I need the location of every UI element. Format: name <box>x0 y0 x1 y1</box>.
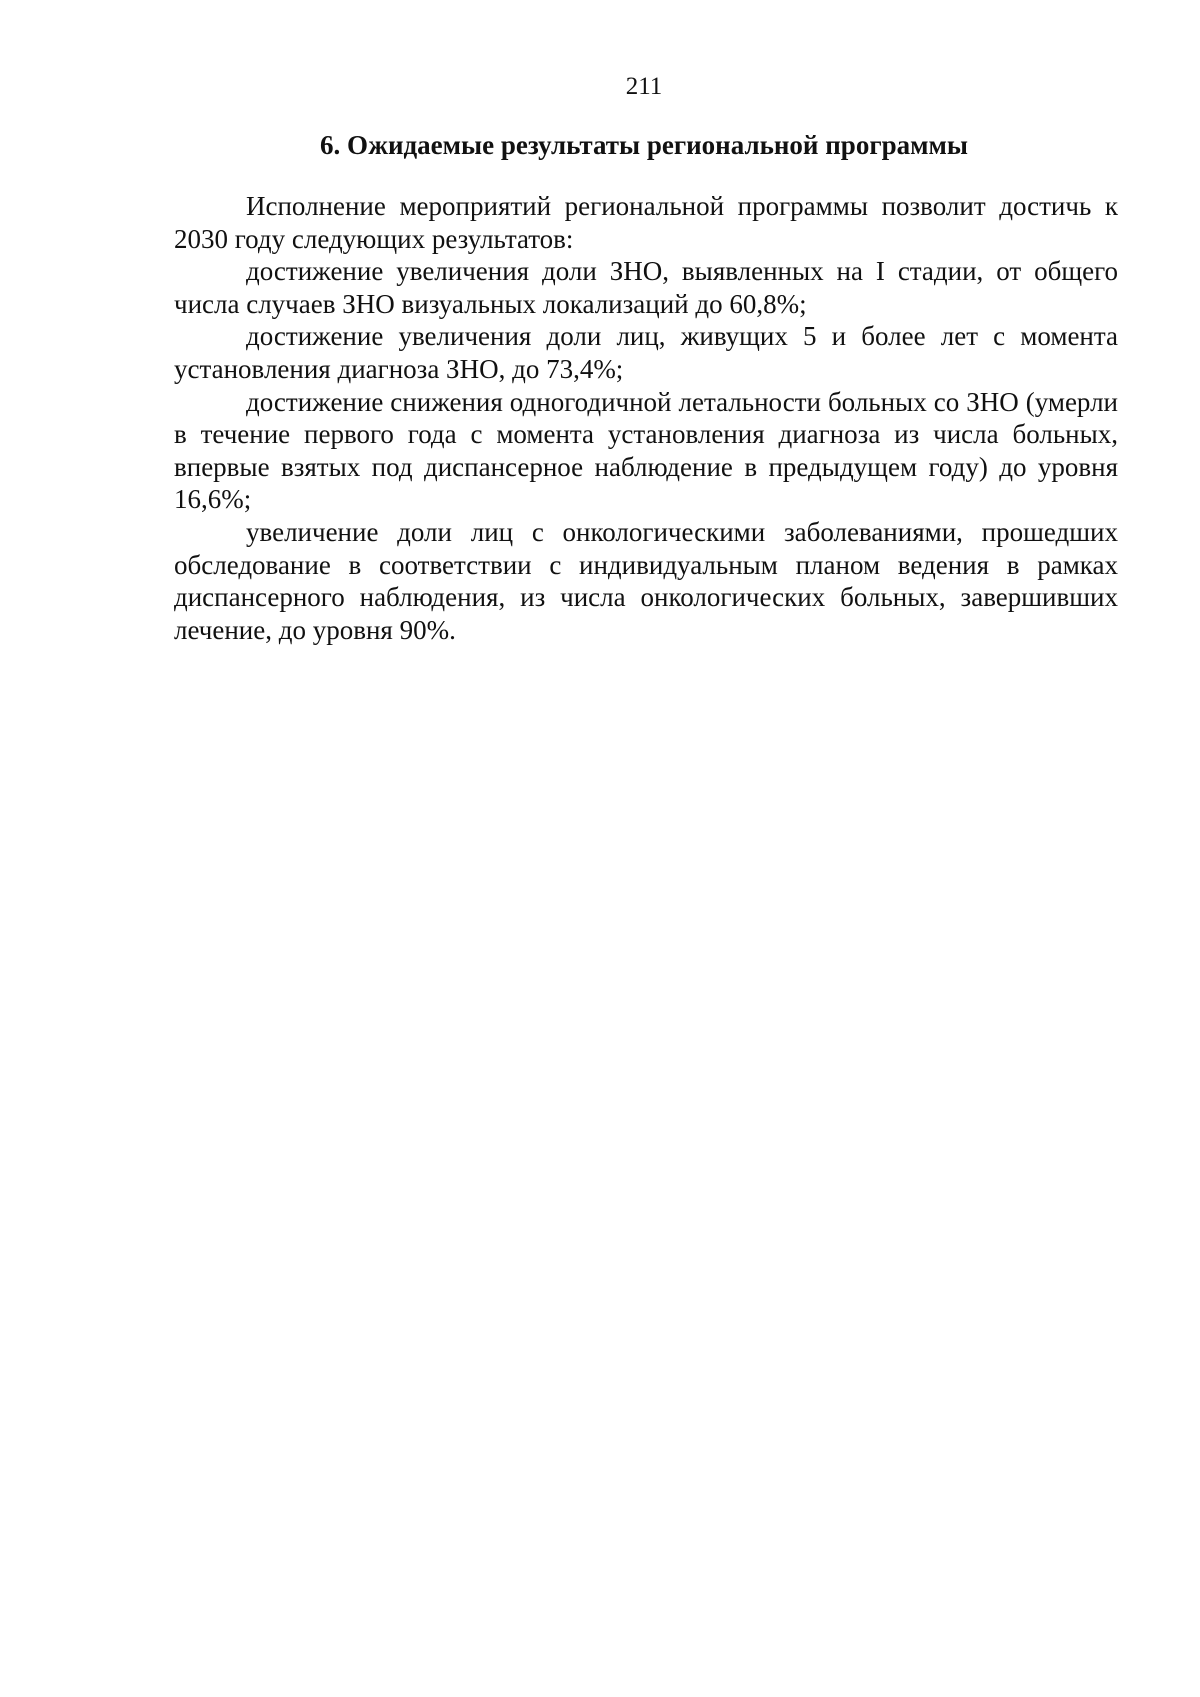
paragraph-result-3: достижение снижения одногодичной летальности больных со ЗНО (умерли в течение первого года с момента установления диагноза из числа больных, впервые взятых под диспансерное наблюдение в предыдущем году) до уровня 16,6%; <box>174 386 1118 515</box>
paragraph-result-1: достижение увеличения доли ЗНО, выявленных на I стадии, от общего числа случаев ЗНО визуальных локализаций до 60,8%; <box>174 256 1118 319</box>
section-body <box>174 190 1118 646</box>
paragraph-intro: Исполнение мероприятий региональной программы позволит достичь к 2030 году следующих результатов: <box>174 191 1118 254</box>
paragraph-result-4: увеличение доли лиц с онкологическими заболеваниями, прошедших обследование в соответствии с индивидуальным планом ведения в рамках диспансерного наблюдения, из числа онкологических больных, завершивших лечение, до уровня 90%. <box>174 516 1118 645</box>
section-title: 6. Ожидаемые результаты региональной программы <box>320 130 968 160</box>
paragraph-result-2: достижение увеличения доли лиц, живущих 5 и более лет с момента установления диагноза ЗНО, до 73,4%; <box>174 321 1118 384</box>
page-number: 211 <box>625 73 663 100</box>
